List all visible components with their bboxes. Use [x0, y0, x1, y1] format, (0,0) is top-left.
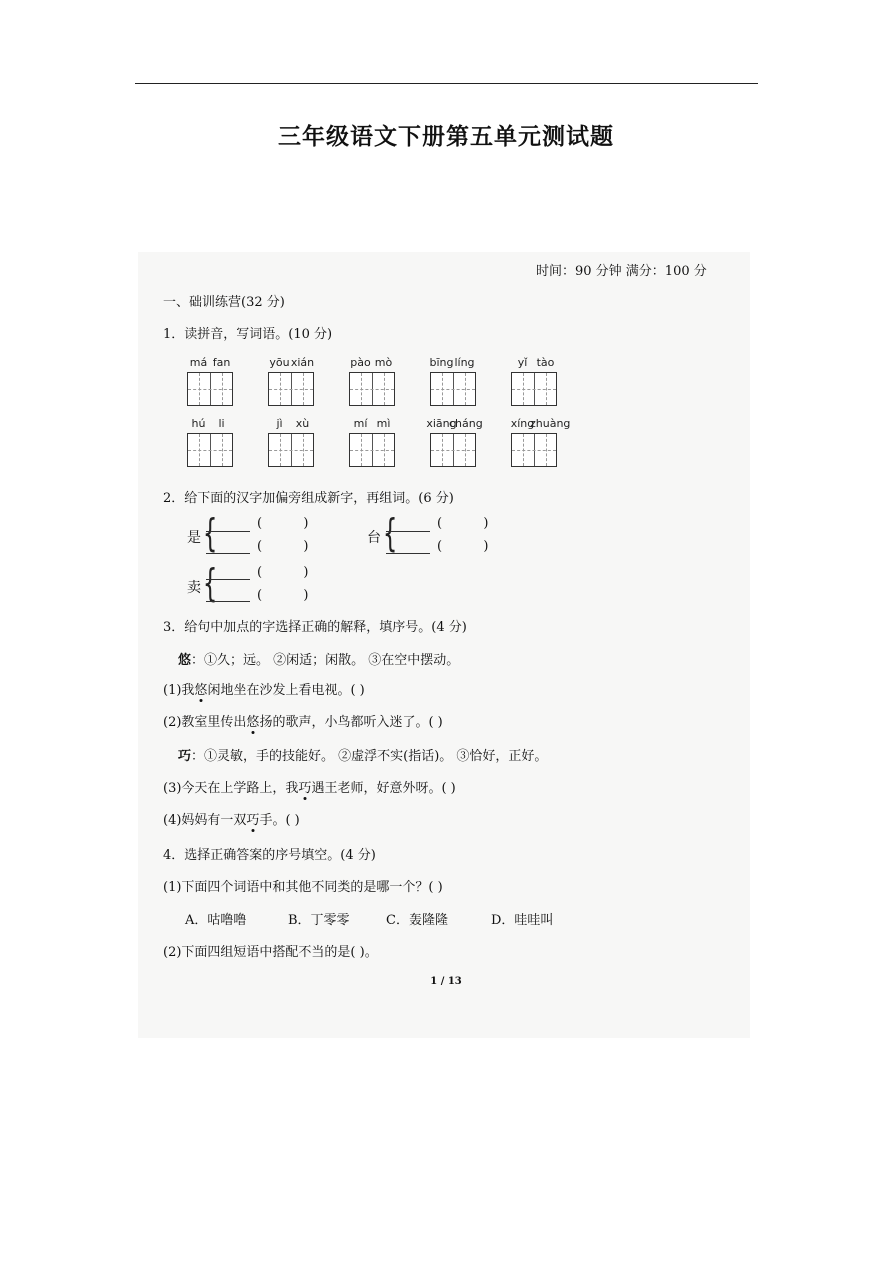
grid-guide [269, 389, 313, 390]
sentence-3 [163, 777, 456, 796]
pinyin-label: xù [295, 417, 310, 430]
section-title: 一、础训练营(32 分) [163, 295, 285, 310]
answer-line [206, 553, 250, 554]
tianzi-box[interactable] [430, 433, 476, 467]
grid-guide [465, 373, 466, 405]
pinyin-label: yǐ [517, 356, 528, 369]
pinyin-label: líng [454, 356, 475, 369]
q4-sub-1: (1)下面四个词语中和其他不同类的是哪一个？( ) [163, 880, 443, 895]
tianzi-box[interactable] [430, 372, 476, 406]
pinyin-label: mì [376, 417, 391, 430]
sentence-4 [163, 809, 300, 828]
grid-guide [442, 373, 443, 405]
radical-char: 台 [367, 530, 381, 546]
dotted-char: 悠 [194, 679, 207, 698]
sentence-1 [163, 679, 365, 698]
grid-guide [512, 450, 556, 451]
answer-paren[interactable]: ( ) [257, 516, 309, 531]
definition-line [178, 649, 459, 668]
grid-guide [384, 373, 385, 405]
dotted-char: 悠 [246, 711, 259, 730]
pinyin-label: mò [374, 356, 393, 369]
pinyin-label: hú [191, 417, 206, 430]
brace-icon: { [382, 511, 398, 555]
grid-guide [188, 389, 232, 390]
question-2-stem: 2．给下面的汉字加偏旁组成新字，再组词。(6 分) [163, 491, 454, 506]
grid-guide [280, 373, 281, 405]
pinyin-label: jì [276, 417, 283, 430]
grid-guide [431, 450, 475, 451]
pinyin-label: yōu [269, 356, 290, 369]
tianzi-box[interactable] [187, 372, 233, 406]
answer-line [386, 531, 430, 532]
sentence-text: (4)妈妈有一双 [163, 813, 247, 828]
grid-guide [546, 434, 547, 466]
answer-line [206, 579, 250, 580]
grid-guide [384, 434, 385, 466]
defined-char: 巧 [178, 749, 192, 764]
tianzi-box[interactable] [349, 372, 395, 406]
sentence-text: (1)我 [163, 683, 195, 698]
grid-guide [222, 373, 223, 405]
definition-text: ：①久；远。 ②闲适；闲散。 ③在空中摆动。 [191, 653, 460, 668]
tianzi-box[interactable] [187, 433, 233, 467]
grid-guide [303, 373, 304, 405]
grid-guide [269, 450, 313, 451]
option-a[interactable]: A．咕噜噜 [185, 913, 247, 928]
grid-guide [361, 434, 362, 466]
dotted-char: 巧 [298, 777, 311, 796]
grid-guide [431, 389, 475, 390]
brace-icon: { [202, 511, 218, 555]
sentence-text: 手。( ) [259, 813, 300, 828]
option-c[interactable]: C．轰隆隆 [386, 913, 448, 928]
tianzi-box[interactable] [268, 433, 314, 467]
defined-char: 悠 [178, 653, 192, 668]
pinyin-label: mí [353, 417, 368, 430]
sentence-text: 扬的歌声，小鸟都听入迷了。( ) [259, 715, 443, 730]
question-1-stem: 1．读拼音，写词语。(10 分) [163, 327, 333, 342]
grid-guide [512, 389, 556, 390]
grid-guide [199, 373, 200, 405]
pinyin-label: pào [350, 356, 371, 369]
time-score-info: 时间：90 分钟 满分：100 分 [536, 264, 707, 279]
pinyin-label: má [189, 356, 208, 369]
definition-text: ：①灵敏，手的技能好。 ②虚浮不实(指话)。 ③恰好，正好。 [191, 749, 548, 764]
tianzi-box[interactable] [349, 433, 395, 467]
question-4-stem: 4．选择正确答案的序号填空。(4 分) [163, 848, 376, 863]
tianzi-box[interactable] [511, 372, 557, 406]
option-d[interactable]: D．哇哇叫 [491, 913, 554, 928]
answer-paren[interactable]: ( ) [437, 516, 489, 531]
q4-sub-2: (2)下面四组短语中搭配不当的是( )。 [163, 945, 378, 960]
dotted-char: 巧 [246, 809, 259, 828]
answer-line [206, 531, 250, 532]
pinyin-label: tào [536, 356, 555, 369]
question-3-stem: 3．给句中加点的字选择正确的解释，填序号。(4 分) [163, 620, 467, 635]
answer-paren[interactable]: ( ) [257, 539, 309, 554]
sentence-text: 闲地坐在沙发上看电视。( ) [207, 683, 365, 698]
grid-guide [199, 434, 200, 466]
pinyin-label: zhuàng [530, 417, 571, 430]
grid-guide [303, 434, 304, 466]
answer-paren[interactable]: ( ) [437, 539, 489, 554]
grid-guide [280, 434, 281, 466]
pinyin-label: xiāng [426, 417, 457, 430]
sentence-text: (2)教室里传出 [163, 715, 247, 730]
definition-line [178, 745, 547, 764]
page-title: 三年级语文下册第五单元测试题 [278, 123, 614, 150]
pinyin-label: xián [290, 356, 315, 369]
grid-guide [442, 434, 443, 466]
radical-char: 卖 [187, 580, 201, 596]
grid-guide [523, 434, 524, 466]
grid-guide [222, 434, 223, 466]
sentence-text: (3)今天在上学路上，我 [163, 781, 299, 796]
grid-guide [350, 389, 394, 390]
pinyin-label: xíng [510, 417, 535, 430]
pinyin-label: li [218, 417, 225, 430]
pinyin-label: bīng [429, 356, 454, 369]
grid-guide [188, 450, 232, 451]
tianzi-box[interactable] [268, 372, 314, 406]
grid-guide [350, 450, 394, 451]
grid-guide [546, 373, 547, 405]
grid-guide [523, 373, 524, 405]
grid-guide [361, 373, 362, 405]
header-rule [135, 83, 758, 84]
answer-line [206, 601, 250, 602]
tianzi-box[interactable] [511, 433, 557, 467]
radical-char: 是 [187, 530, 201, 546]
brace-icon: { [202, 561, 218, 605]
answer-paren[interactable]: ( ) [257, 588, 309, 603]
option-b[interactable]: B．丁零零 [288, 913, 350, 928]
answer-paren[interactable]: ( ) [257, 565, 309, 580]
pinyin-label: cháng [449, 417, 483, 430]
answer-line [386, 553, 430, 554]
page-number: 1 / 13 [430, 976, 462, 987]
sentence-text: 遇王老师，好意外呀。( ) [311, 781, 456, 796]
pinyin-label: fan [212, 356, 231, 369]
grid-guide [465, 434, 466, 466]
sentence-2 [163, 711, 443, 730]
